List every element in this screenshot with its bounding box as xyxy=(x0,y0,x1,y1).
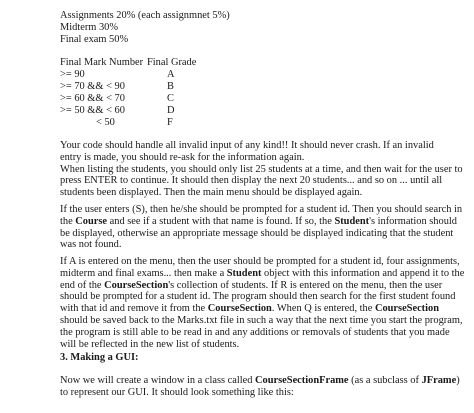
text-run: with that id and remove it from the xyxy=(60,303,208,315)
text-line: be displayed, otherwise an appropriate message should be displayed indicating that the student xyxy=(60,227,454,239)
text-line: press ENTER to continue. It should then display the next 20 students... and so on ... until all xyxy=(60,175,443,187)
text-line xyxy=(60,279,443,292)
text-line: entry is made, you should re-ask for the information again. xyxy=(60,151,305,163)
text-run: midterm and final exams... then make a xyxy=(60,267,227,279)
text-run: Now we will create a window in a class called xyxy=(60,375,256,386)
text-run: . When Q is entered, the xyxy=(271,303,375,315)
class-name-coursesection: CourseSection xyxy=(104,279,169,291)
midterm-weight: Midterm 30% xyxy=(60,22,119,33)
grade-range: >= 60 && < 70 xyxy=(60,93,125,104)
grade-table-header-mark: Final Mark Number xyxy=(60,57,144,68)
grade-letter: C xyxy=(167,93,174,104)
class-name-jframe: JFrame xyxy=(421,375,457,386)
section-heading: 3. Making a GUI: xyxy=(60,352,139,363)
text-line: should be saved back to the Marks.txt file in such a way that the next time you start the program, xyxy=(60,314,463,326)
text-line xyxy=(60,267,465,280)
grade-letter: D xyxy=(167,105,175,116)
grade-range: < 50 xyxy=(96,117,115,128)
text-line: to represent our GUI. It should look something like this: xyxy=(60,386,294,398)
grade-range: >= 50 && < 60 xyxy=(60,105,125,116)
text-line xyxy=(60,215,457,228)
text-run: ) xyxy=(456,375,460,386)
text-line xyxy=(60,303,440,315)
text-line: If the user enters (S), then he/she should be prompted for a student id. Then you should search in xyxy=(60,204,463,215)
paragraph-add-remove-quit xyxy=(60,256,465,350)
final-exam-weight: Final exam 50% xyxy=(60,34,129,45)
text-run: end of the xyxy=(60,279,105,291)
class-name-student: Student xyxy=(334,215,370,227)
paragraph-search-student xyxy=(60,204,463,251)
text-run: 's collection of students. If R is entered on the menu, then the user xyxy=(168,279,443,291)
grade-letter: B xyxy=(167,81,174,92)
paragraph-gui-intro xyxy=(60,375,460,399)
text-line: should be prompted for a student id. The program should then search for the first student found xyxy=(60,291,456,303)
class-name-course: Course xyxy=(75,215,108,227)
text-line: students been displayed. Then the main menu should be displayed again. xyxy=(60,187,363,199)
paragraph-input-validation xyxy=(60,140,463,199)
text-line: When listing the students, you should only list 25 students at a time, and then wait for the user to xyxy=(60,163,463,175)
class-name-student: Student xyxy=(226,267,262,279)
grade-letter: F xyxy=(167,117,173,128)
text-run: and see if a student with that name is found. If so, the xyxy=(107,215,335,227)
class-name-coursesectionframe: CourseSectionFrame xyxy=(255,375,349,386)
grade-range: >= 90 xyxy=(60,69,85,80)
text-line: will be reflected in the new list of students. xyxy=(60,338,240,350)
grade-letter: A xyxy=(167,69,175,80)
text-line: Your code should handle all invalid input of any kind!! It should never crash. If an invalid xyxy=(60,140,434,151)
class-name-coursesection: CourseSection xyxy=(207,303,272,315)
text-line: If A is entered on the menu, then the user should be prompted for a student id, four assignments, xyxy=(60,256,460,267)
text-line: was not found. xyxy=(60,239,122,251)
text-run: object with this information and append it to the xyxy=(261,267,465,279)
assignments-weight: Assignments 20% (each assignmnet 5%) xyxy=(60,10,230,21)
text-run: (as a subclass of xyxy=(348,375,422,386)
grade-range: >= 70 && < 90 xyxy=(60,81,125,92)
grade-table-header-grade: Final Grade xyxy=(147,57,197,68)
text-run: the xyxy=(60,215,76,227)
text-line: the program is still able to be read in and any additions or removals of students that you made xyxy=(60,326,450,338)
text-run: 's information should xyxy=(369,215,457,227)
text-line xyxy=(60,375,460,387)
class-name-coursesection: CourseSection xyxy=(374,303,440,315)
